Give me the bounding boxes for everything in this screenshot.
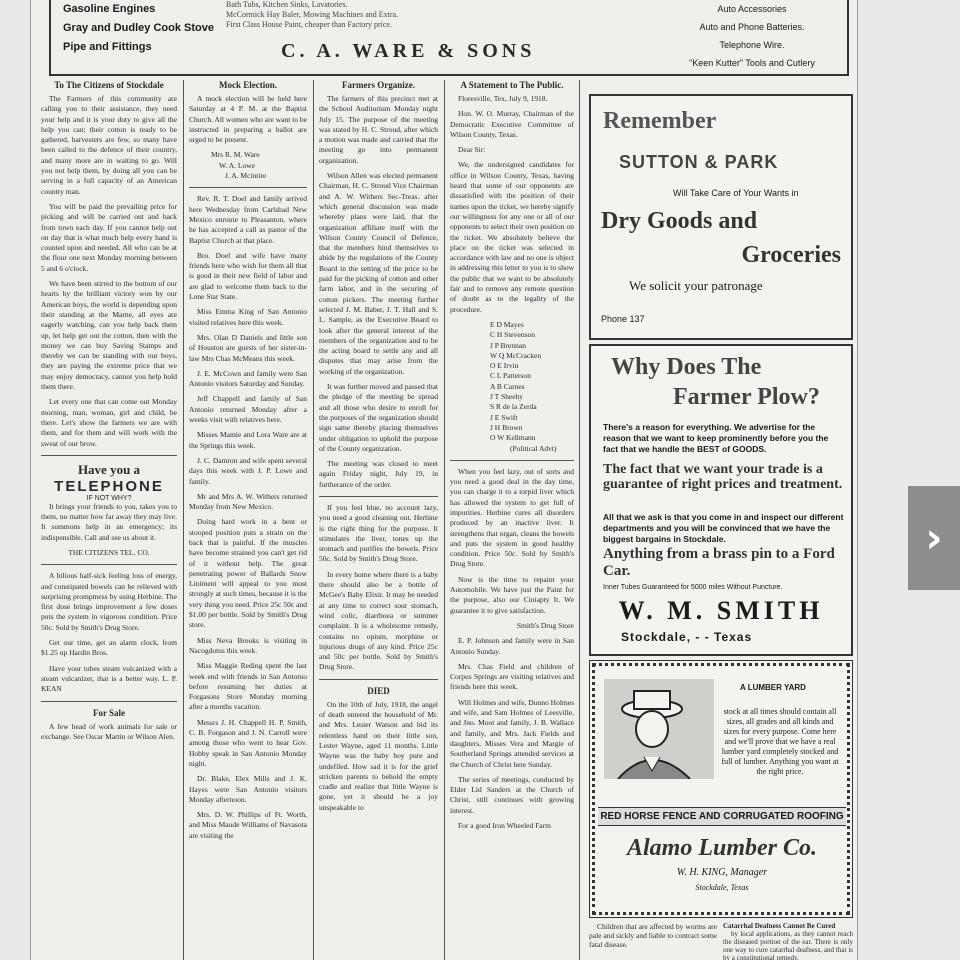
for-sale-heading: For Sale <box>92 707 126 718</box>
local-item: Miss Emma King of San Antonio visited relatives here this week. <box>189 307 307 327</box>
catarrh-title: Catarrhal Deafness Cannot Be Cured <box>723 922 836 930</box>
fence-banner: RED HORSE FENCE AND CORRUGATED ROOFING <box>598 807 846 826</box>
local-item: Mr and Mrs A. W. Withers returned Monday from New Mexico. <box>189 491 307 512</box>
firm-name: C. A. WARE & SONS <box>281 40 536 62</box>
smith-big2: Anything from a brass pin to a Ford Car. <box>603 546 835 579</box>
candidate-name: W Q McCracken <box>490 350 542 360</box>
local-item: Messrs J. H. Chappell H. P. Smith, C. B. Forgason and J. N. Carroll were among those who went to hear Gov. Hobby speak in San Antonio Monday night. <box>189 717 307 768</box>
column-rule <box>183 80 184 960</box>
article-paragraph: A bilious half-sick feeling loss of energy, and constipated bowels can be relieved with surprising promptness by using Herbine. The first dose brings improvement a few doses puts the system in vigorous condition. Price 50c. Sold by Smith's Drug Store. <box>41 571 177 632</box>
ad-line: First Class House Paint, cheaper than Factory price. <box>226 20 392 29</box>
telephone-ad-title: Have you a <box>77 461 141 477</box>
wm-smith-ad <box>589 344 853 656</box>
obituary: On the 10th of July, 1918, the angel of death entered the household of Mr. and Mrs. Lester Watson and bid its relentless hand on their little son, Lester Wayne, aged 11 months. Little Wayne was the baby boy pure and undefiled. How sad it is for the grief stricken parents to behold the empty cradle and realize that little Wayne is gone, yet it should be a joy unspeakable to <box>319 699 438 812</box>
smith-place: Stockdale, - - Texas <box>621 630 753 644</box>
article-heading: A Statement to The Public. <box>460 80 564 90</box>
ware-sons-ad <box>49 0 849 76</box>
smith-big1: The fact that we want your trade is a guarantee of right prices and treatment. <box>603 462 843 492</box>
smith-name: W. M. SMITH <box>618 596 824 625</box>
divider <box>319 496 438 497</box>
local-item: The series of meetings, conducted by Elder Lid Sanders at the Church of Christ, still continues with growing interest. <box>450 774 574 815</box>
column-citizens <box>41 80 177 960</box>
article-paragraph: If you feel blue, no account lazy, you need a good cleaning out. Herbine is the right thing for the purpose. It stimulates the liver, tones up the stomach and purifies the bowels. Price 50c. Sold by Smith's Drug Store. <box>319 502 438 564</box>
ad-line: Gasoline Engines <box>63 3 156 15</box>
local-item: Rev. R. T. Doel and family arrived here Wednesday from Carlsbad New Mexico enroute to Pleasanton, where he has accepted a call as pastor of the Baptist Church at that place. <box>189 194 307 245</box>
telephone-ad-title2: TELEPHONE <box>54 477 164 495</box>
article-paragraph: The Farmers of this community are calling you to their assistance, they need your help and it is your duty to give all the help you can; their cotton is ready to be gathered, harvesters are few, so many have been called to the defence of their country, and many more are in waiting to go. Will you not help them, by doing all you can be serving in a full capacity of an American country man. <box>41 94 177 196</box>
ad-line: McCormick Hay Baler, Mowing Machines and Extra. <box>226 10 399 19</box>
candidate-name: J T Sheehy <box>490 392 524 402</box>
telephone-ad-sign: THE CITIZENS TEL. CO. <box>68 547 150 557</box>
telephone-ad-sub: IF NOT WHY? <box>86 494 132 502</box>
ad-line: Telephone Wire. <box>719 40 785 50</box>
local-item: Will Holmes and wife, Dunno Holmes and wife, and Sam Holmes of Leesville, and Jno. Moot and family, J. B. Wallace and family, and Mrs. Jack Fields and daughters, Misses Vera and Margie of Southerland Springs attended services at the Church of Christ here Sunday. <box>450 697 574 769</box>
signature-line: W. A. Lowe <box>219 160 255 170</box>
ware-ad-middle <box>226 0 656 30</box>
worms-text: Children that are affected by worms are pale and sickly and liable to contract some fatal disease. <box>589 922 717 949</box>
sutton-park-ad <box>589 94 853 340</box>
ad-line: Auto Accessories <box>717 4 787 14</box>
local-item: Jeff Chappell and family of San Antonio returned Monday after a weeks visit with relatives here. <box>189 394 307 425</box>
ad-line: Gray and Dudley Cook Stove <box>63 22 214 34</box>
local-item: When you feel lazy, out of sorts and you need a good deal in the day time, you can charge it to a torpid liver which has allowed the system to get full of impurities. Herbine cures all disorders produced by an inactive liver. It strengthens that organ, cleans the bowels and puts the system in good healthy condition. Price 50c. Sold by Smith's Drug Store. <box>450 466 574 569</box>
solicit: We solicit your patronage <box>629 278 763 293</box>
local-item: Mrs. Chas Field and children of Corpus Springs are visiting relatives and friends here this week. <box>450 661 574 692</box>
worms-ad <box>589 922 717 960</box>
signature-line: J. A. Mcintire <box>225 171 267 181</box>
divider <box>189 187 307 188</box>
column-statement <box>450 80 574 960</box>
ware-ad-right <box>667 0 837 72</box>
salutation: Dear Sir: <box>458 145 486 155</box>
lumber-tag: A LUMBER YARD <box>740 683 806 692</box>
divider <box>41 701 177 702</box>
local-item: Misses Mamie and Lora Ware are at the Springs this week. <box>189 430 307 450</box>
lumber-place: Stockdale, Texas <box>695 883 749 892</box>
local-item: Dr. Blake, Elex Mills and J. K. Hayes were San Antonio visitors Monday afternoon. <box>189 774 307 804</box>
lumber-body: stock at all times should contain all sizes, all grades and all kinds and sizes for every purpose. Come here and we'll prove that we have a real lumber yard completely stocked and full of lumber. Anything you want at the right price. <box>721 707 839 776</box>
article-heading: Mock Election. <box>219 80 277 90</box>
smith-title1: Why Does The <box>611 354 762 380</box>
candidate-name: C L Patterson <box>490 371 531 381</box>
smith-title2: Farmer Plow? <box>673 384 820 410</box>
column-mock-election <box>189 80 307 960</box>
divider <box>41 564 177 565</box>
article-paragraph: Wilson Allen was elected permanent Chairman, H. C. Stroud Vice Chairman and A. W. Withers Sec-Treas. after which general discussion was made whereby plans were laid, that the organization affiliate itself with the Wilson County Council of Defence, that the members bind themselves to abide by the regulations of the County Board in the setting of the price to be paid for the picking of cotton and other farm labor, and in the securing of cotton pickers. The meeting further selected J. M. Baber, J. T. Hall and S. L. Sample, as the Executive Board to look after the general interest of the members of the organization and to be the acting board to settle any and all disputes that may arise from the working of the organization. <box>319 171 438 376</box>
divider <box>319 679 438 680</box>
address: Hon. W. O. Murray, Chairman of the Democratic Executive Committee of Wilson County, Texas. <box>450 109 574 139</box>
divider <box>41 455 177 456</box>
column-rule <box>444 80 445 960</box>
article-paragraph: The meeting was closed to meet again Friday night, July 19, in furtherance of the order. <box>319 459 438 489</box>
smith-body1: There's a reason for everything. We advertise for the reason that we want to keep prominently before you the fact that we handle the BEST of GOODS. <box>603 422 829 454</box>
political-adv: (Political Advt) <box>510 443 557 453</box>
groceries: Groceries <box>741 242 841 268</box>
article-paragraph: We have been stirred to the bottom of our hearts by the brilliant victory won by our American boys, the world is depending upon their standing at the Marne, all eyes are eagerly watching, can you help back them up, let help get out the cotton, then with the money we can buy Saving Stamps and thereby we can be standing with our boys, they are paying the extreme price that we may enjoy democracy, cannot you help hold them there. <box>41 279 177 392</box>
signature-line: Mrs R. M. Ware <box>211 150 260 160</box>
divider <box>450 460 574 461</box>
next-page-button[interactable] <box>908 486 960 590</box>
for-sale-body: A few head of work animals for sale or exchange. See Oscar Martin or Wilson Alen. <box>41 721 177 741</box>
newspaper-page <box>30 0 858 960</box>
candidate-name: J P Brennan <box>490 340 526 350</box>
candidate-name: O W Kellmann <box>490 433 536 443</box>
chevron-right-icon: › <box>925 513 943 562</box>
catarrh-ad <box>723 922 853 960</box>
alamo-lumber-ad <box>589 660 853 918</box>
article-paragraph: A mock election will be held here Saturday at 4 P. M. at the Baptist Church. All women who are want to be instructed in preparing a ballot are urged to be present. <box>189 94 307 145</box>
article-paragraph: Let every one that can come out Monday morning, man, woman, girl and child, be there. Let's show the farmers we are with them, and for them and will work with the sweat of our brow. <box>41 397 177 448</box>
man-illustration <box>604 679 714 779</box>
catarrh-body: by local applications, as they cannot reach the diseased portion of the ear. There is only one way to cure catarrhal deafness, and that is by a constitutional remedy. <box>723 930 853 960</box>
dry-goods: Dry Goods and <box>601 208 758 234</box>
sutton-name: SUTTON & PARK <box>619 152 779 172</box>
article-paragraph: You will be paid the prevailing price for picking and will be carried out and back from town each day. If you cannot help out on day that is what much help every hand is counted upon and needed. All who can be at the flour one next Monday morning between 5 and 6 o'clock. <box>41 201 177 273</box>
candidate-name: J E Swift <box>490 412 518 422</box>
ware-ad-left <box>63 0 214 57</box>
ad-line: Bath Tubs, Kitchen Sinks, Lavatories. <box>226 0 348 9</box>
signature-line: Smith's Drug Store <box>516 620 574 630</box>
column-rule <box>313 80 314 960</box>
article-paragraph: Have your tubes steam vulcanized with a steam vulcanizer, that is a better way. L. P. KEAN <box>41 663 177 694</box>
local-item: Miss Neva Brooks is visiting in Nacogdotus this week. <box>189 635 307 655</box>
will-take: Will Take Care of Your Wants in <box>673 188 799 198</box>
candidate-list <box>450 320 574 454</box>
ad-line: "Keen Kutter" Tools and Cutlery <box>689 58 815 68</box>
local-item: J. C. Damron and wife spent several days this week with J. P. Lowe and family. <box>189 455 307 486</box>
candidate-name: C H Stevenson <box>490 330 535 340</box>
local-item: Miss Maggie Reding spent the last week end with friends in San Antonio before resuming her duties at Forgasons Store Monday morning after a months vacation. <box>189 661 307 712</box>
article-heading: Farmers Organize. <box>342 80 415 90</box>
died-heading: DIED <box>367 685 390 696</box>
column-farmers-organize <box>319 80 438 960</box>
statement-body: We, the undersigned candidates for office in Wilson County, Texas, having heard that some of our opponents are dissatisfied with the position of their names upon the ticket, we hereby signify our willingness for any one or all of our opponents to select their own position on the ticket. We absolutely believe the place on the ticket was selected in accordance with law and no one is object in addressing this letter to you is to show the public that we want to be absolutely fair and to remove any remote question of doubt as to the legality of the procedure. <box>450 160 574 314</box>
candidate-name: J H Brown <box>490 422 523 432</box>
article-paragraph: Get our time, get an alarm clock, from $1.25 up Hardin Bros. <box>41 638 177 658</box>
candidate-name: A B Carnes <box>490 381 525 391</box>
article-paragraph: It was further moved and passed that the pledge of the meeting be spread and all those who desire to enroll for the purposes of the organization should sign same thereby placing themselves under obligation to uphold the purpose of the County organization. <box>319 382 438 453</box>
local-item: Mrs. D. W. Phillips of Ft. Worth, and Miss Maude Williams of Navasota are visiting the <box>189 810 307 840</box>
smith-body2: All that we ask is that you come in and inspect our different departments and you will be convinced that we have the biggest bargains in Stockdale. <box>603 512 844 544</box>
local-item: Mrs. Olan D Daniels and little son of Houston are guests of her sister-in-law Mrs Chas McMeans this week. <box>189 332 307 363</box>
telephone-ad-body: It brings your friends to you, takes you to them, no matter how far away they may live. It summons help in an emergency; its indispensible. Call and see us about it. <box>41 501 177 542</box>
candidate-name: E D Mayes <box>490 319 524 329</box>
remember-text: Remember <box>603 108 717 134</box>
dateline: Floresville, Tex, July 9, 1918. <box>458 94 548 103</box>
candidate-name: S R de la Zerda <box>490 402 537 412</box>
article-paragraph: In every home where there is a baby there should also be a bottle of McGee's Baby Elixir. It may be needed at any time to correct sour stomach, wind colic, diarrhoea or summer complaint. It is a wholesome remedy, contains no opium, morphine or injurious drugs of any kind. Price 25c and 50c per bottle. Sold by Smith's Drug Store. <box>319 569 438 672</box>
local-item: Doing hard work in a bent or stooped position puts a strain on the back that is painful. If the muscles have become strained you can't get rid of it without help. The great penetrating power of Ballards Snow Liniment will appeal to you most strongly at such times, because it is the very thing you need. Price 25c 50c and $1.00 per bottle. Sold by Smith's Drug store. <box>189 517 307 630</box>
local-item: E. P. Johnson and family were in San Antonio Sunday. <box>450 636 574 656</box>
local-item: For a good Iron Wheeled Farm <box>458 821 551 830</box>
local-item: Bro. Doel and wife have many friends here who wish for them all that is good in their new field of labor and are glad to welcome them back to the Lone Star State. <box>189 250 307 302</box>
candidate-name: O E Irvin <box>490 361 519 371</box>
column-rule <box>579 80 580 960</box>
lumber-name: Alamo Lumber Co. <box>626 835 818 861</box>
article-heading: To The Citizens of Stockdale <box>54 80 164 90</box>
phone-number: Phone 137 <box>601 314 645 324</box>
article-paragraph: The farmers of this precinct met at the School Auditorium Monday night July 15. The purpose of the meeting was stated by H. C. Stroud, after which a motion was made and carried that the meeting go into permanent organization. <box>319 94 438 165</box>
ad-line: Pipe and Fittings <box>63 41 152 53</box>
lumber-manager: W. H. KING, Manager <box>676 867 768 878</box>
smith-tires: Inner Tubes Guaranteed for 5000 miles Without Puncture. <box>603 584 783 591</box>
local-item: Now is the time to repaint your Automobile. We have just the Paint for the purpose, also our Ciniapty It. We guarantee it to give satisfaction. <box>450 574 574 615</box>
ad-line: Auto and Phone Batteries. <box>699 22 805 32</box>
local-item: J. E. McCown and family were San Antonio visitors Saturday and Sunday. <box>189 368 307 389</box>
